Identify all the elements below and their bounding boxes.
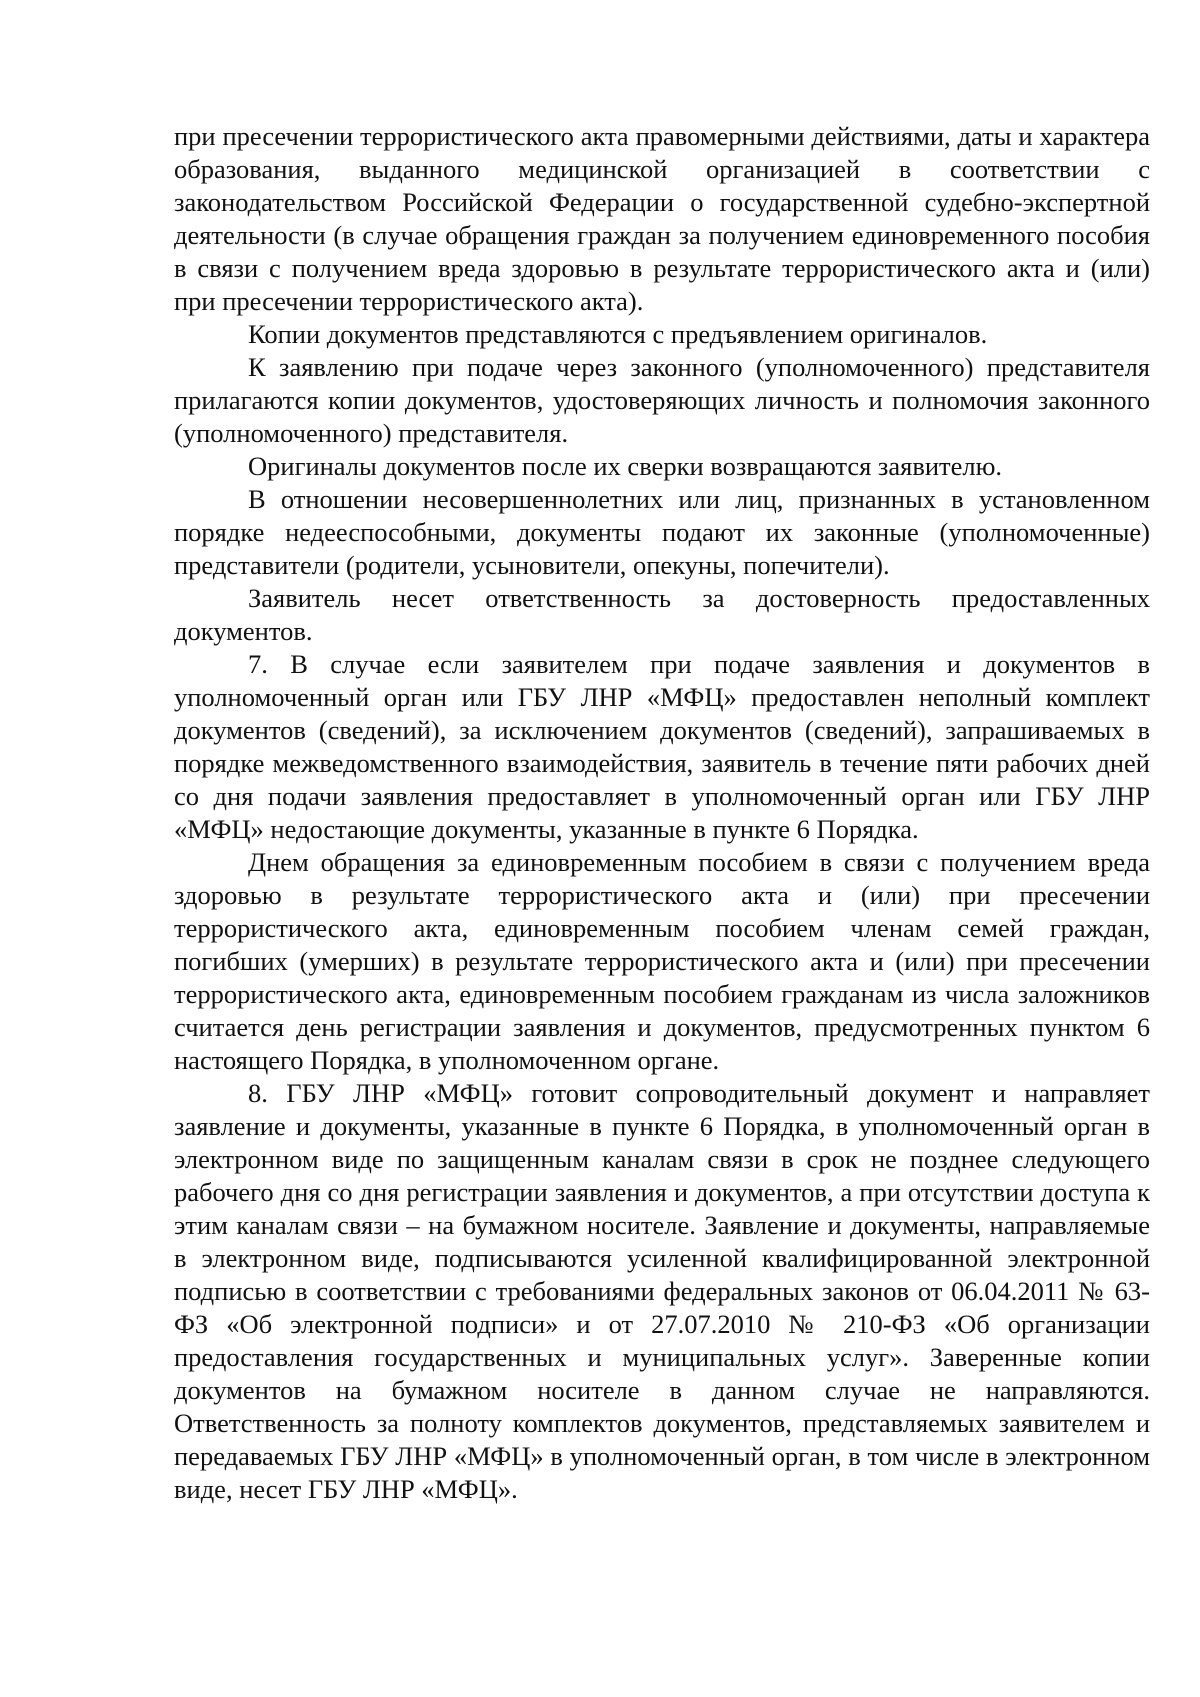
paragraph-originals: Оригиналы документов после их сверки возвращаются заявителю. [248,451,1003,481]
document-page [174,120,1150,1506]
paragraph-representative: К заявлению при подаче через законного (уполномоченного) представителя прилагаются копии документов, удостоверяющих личность и полномочия законного (уполномоченного) представителя. [174,352,1150,448]
paragraph-responsibility: Заявитель несет ответственность за достоверность предоставленных документов. [174,583,1150,646]
paragraph-item-8: 8. ГБУ ЛНР «МФЦ» готовит сопроводительный документ и направляет заявление и документы, указанные в пункте 6 Порядка, в уполномоченный орган в электронном виде по защищенным каналам связи в срок не позднее следующего рабочего дня со дня регистрации заявления и документов, а при отсутствии доступа к этим каналам связи – на бумажном носителе. Заявление и документы, направляемые в электронном виде, подписываются усиленной квалифицированной электронной подписью в соответствии с требованиями федеральных законов от 06.04.2011 № 63-ФЗ «Об электронной подписи» и от 27.07.2010 № 210-ФЗ «Об организации предоставления государственных и муниципальных услуг». Заверенные копии документов на бумажном носителе в данном случае не направляются. Ответственность за полноту комплектов документов, представляемых заявителем и передаваемых ГБУ ЛНР «МФЦ» в уполномоченный орган, в том числе в электронном виде, несет ГБУ ЛНР «МФЦ». [174,1078,1150,1504]
paragraph-continuation: при пресечении террористического акта правомерными действиями, даты и характера образования, выданного медицинской организацией в соответствии с законодательством Российской Федерации о государственной судебно-экспертной деятельности (в случае обращения граждан за получением единовременного пособия в связи с получением вреда здоровью в результате террористического акта и (или) при пресечении террористического акта). [174,121,1150,316]
paragraph-minors: В отношении несовершеннолетних или лиц, признанных в установленном порядке недееспособными, документы подают их законные (уполномоченные) представители (родители, усыновители, опекуны, попечители). [174,484,1150,580]
paragraph-application-day: Днем обращения за единовременным пособием в связи с получением вреда здоровью в результате террористического акта и (или) при пресечении террористического акта, единовременным пособием членам семей граждан, погибших (умерших) в результате террористического акта и (или) при пресечении террористического акта, единовременным пособием гражданам из числа заложников считается день регистрации заявления и документов, предусмотренных пунктом 6 настоящего Порядка, в уполномоченном органе. [174,847,1150,1075]
paragraph-item-7: 7. В случае если заявителем при подаче заявления и документов в уполномоченный орган или ГБУ ЛНР «МФЦ» предоставлен неполный комплект документов (сведений), за исключением документов (сведений), запрашиваемых в порядке межведомственного взаимодействия, заявитель в течение пяти рабочих дней со дня подачи заявления предоставляет в уполномоченный орган или ГБУ ЛНР «МФЦ» недостающие документы, указанные в пункте 6 Порядка. [174,649,1150,844]
paragraph-copies: Копии документов представляются с предъявлением оригиналов. [248,319,988,349]
